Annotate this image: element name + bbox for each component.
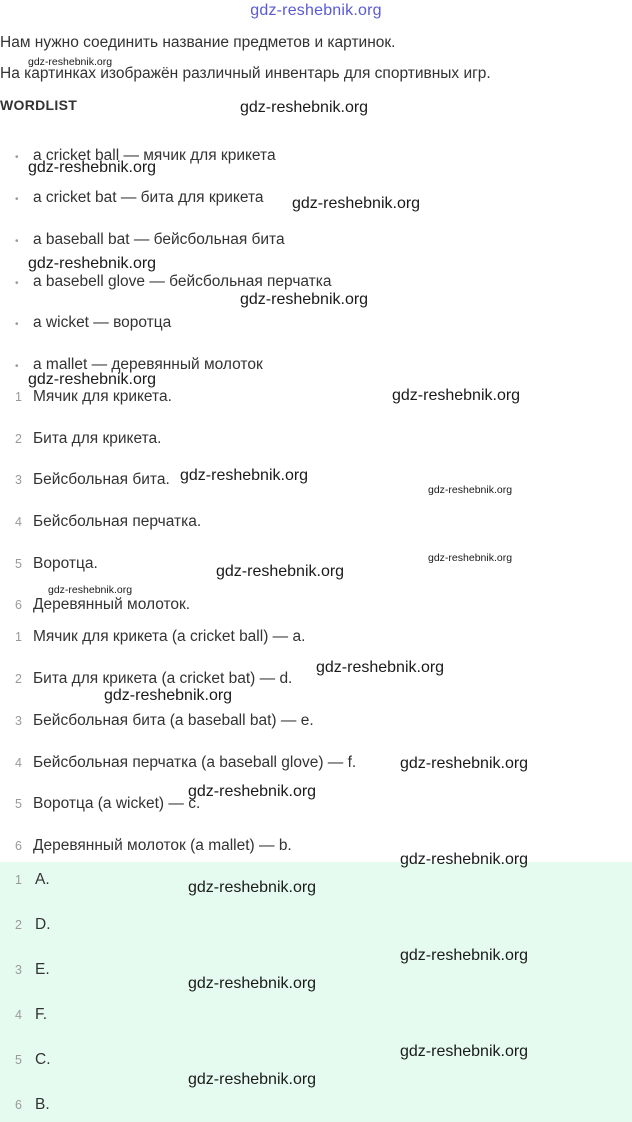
watermark: gdz-reshebnik.org: [104, 687, 233, 704]
list-number: 1: [15, 390, 22, 404]
answer-number: 2: [15, 918, 22, 932]
list-item: Мячик для крикета (a cricket ball) — a.: [33, 628, 306, 645]
watermark: gdz-reshebnik.org: [216, 563, 345, 580]
watermark: gdz-reshebnik.org: [400, 851, 529, 868]
list-number: 4: [15, 515, 22, 529]
watermark: gdz-reshebnik.org: [188, 975, 317, 992]
list-number: 6: [15, 598, 22, 612]
bullet-icon: •: [15, 152, 19, 163]
answer-item: C.: [35, 1051, 51, 1068]
watermark: gdz-reshebnik.org: [400, 947, 529, 964]
wordlist-item: a basebell glove — бейсбольная перчатка: [33, 273, 332, 290]
list-number: 4: [15, 756, 22, 770]
watermark: gdz-reshebnik.org: [48, 584, 133, 596]
header-watermark: gdz-reshebnik.org: [250, 2, 382, 19]
answer-number: 1: [15, 873, 22, 887]
watermark: gdz-reshebnik.org: [428, 484, 513, 496]
bullet-icon: •: [15, 319, 19, 330]
watermark: gdz-reshebnik.org: [428, 552, 513, 564]
watermark: gdz-reshebnik.org: [392, 387, 521, 404]
answer-item: A.: [35, 871, 50, 888]
list-item: Бейсбольная перчатка.: [33, 513, 202, 530]
bullet-icon: •: [15, 361, 19, 372]
list-item: Мячик для крикета.: [33, 388, 172, 405]
list-item: Бейсбольная бита (a baseball bat) — e.: [33, 712, 314, 729]
list-item: Бейсбольная бита.: [33, 471, 170, 488]
wordlist-heading: WORDLIST: [0, 97, 78, 113]
watermark: gdz-reshebnik.org: [180, 467, 309, 484]
list-number: 2: [15, 672, 22, 686]
answer-item: D.: [35, 916, 51, 933]
watermark: gdz-reshebnik.org: [400, 1043, 529, 1060]
list-item: Воротца.: [33, 555, 98, 572]
wordlist-item: a mallet — деревянный молоток: [33, 356, 263, 373]
answer-number: 5: [15, 1053, 22, 1067]
wordlist-item: a cricket ball — мячик для крикета: [33, 147, 276, 164]
watermark: gdz-reshebnik.org: [28, 56, 113, 68]
watermark: gdz-reshebnik.org: [240, 291, 369, 308]
watermark: gdz-reshebnik.org: [188, 783, 317, 800]
answer-item: E.: [35, 961, 50, 978]
wordlist-item: a wicket — воротца: [33, 314, 172, 331]
answer-number: 3: [15, 963, 22, 977]
watermark: gdz-reshebnik.org: [316, 659, 445, 676]
list-number: 3: [15, 714, 22, 728]
watermark: gdz-reshebnik.org: [240, 99, 369, 116]
intro-line-2: На картинках изображён различный инвентарь для спортивных игр.: [0, 65, 491, 82]
watermark: gdz-reshebnik.org: [28, 371, 157, 388]
answer-number: 6: [15, 1098, 22, 1112]
watermark: gdz-reshebnik.org: [400, 755, 529, 772]
list-item: Бита для крикета.: [33, 430, 162, 447]
bullet-icon: •: [15, 278, 19, 289]
wordlist-item: a baseball bat — бейсбольная бита: [33, 231, 285, 248]
wordlist-item: a cricket bat — бита для крикета: [33, 189, 264, 206]
watermark: gdz-reshebnik.org: [188, 879, 317, 896]
list-number: 5: [15, 797, 22, 811]
answer-item: B.: [35, 1096, 50, 1113]
list-item: Бита для крикета (a cricket bat) — d.: [33, 670, 293, 687]
list-number: 3: [15, 473, 22, 487]
list-number: 5: [15, 557, 22, 571]
list-item: Воротца (a wicket) — c.: [33, 795, 201, 812]
answer-item: F.: [35, 1006, 48, 1023]
watermark: gdz-reshebnik.org: [28, 255, 157, 272]
watermark: gdz-reshebnik.org: [292, 195, 421, 212]
list-item: Деревянный молоток.: [33, 596, 191, 613]
list-number: 1: [15, 630, 22, 644]
watermark: gdz-reshebnik.org: [188, 1071, 317, 1088]
list-item: Бейсбольная перчатка (a baseball glove) — f.: [33, 754, 357, 771]
list-number: 6: [15, 839, 22, 853]
list-item: Деревянный молоток (a mallet) — b.: [33, 837, 292, 854]
watermark: gdz-reshebnik.org: [28, 159, 157, 176]
bullet-icon: •: [15, 236, 19, 247]
list-number: 2: [15, 432, 22, 446]
answer-number: 4: [15, 1008, 22, 1022]
intro-line-1: Нам нужно соединить название предметов и картинок.: [0, 34, 396, 51]
bullet-icon: •: [15, 194, 19, 205]
